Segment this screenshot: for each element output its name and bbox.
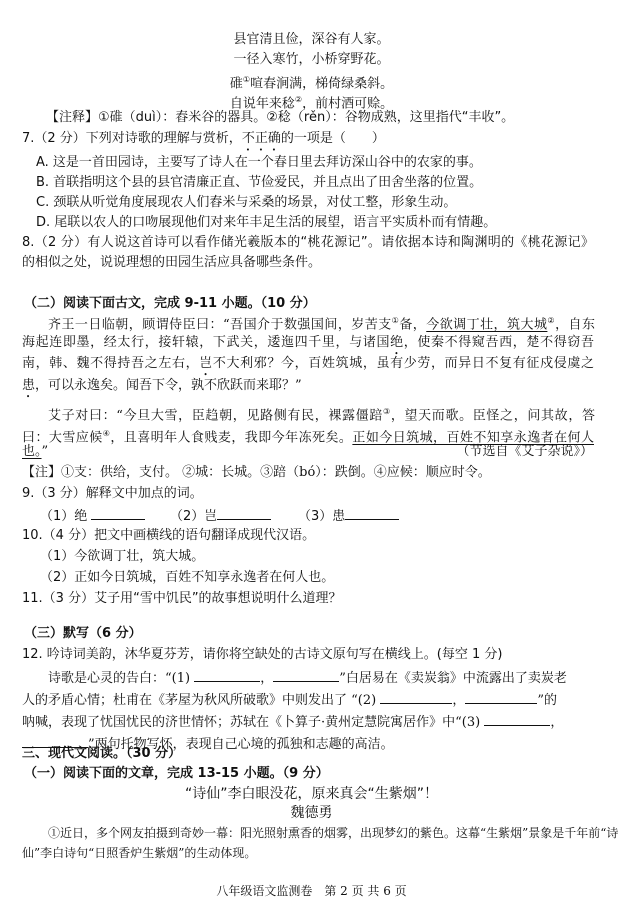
q8-line-1: 8.（2 分）有人说这首诗可以看作储光羲版本的“桃花源记”。请依据本诗和陶渊明的《桃花源记》 bbox=[22, 235, 594, 250]
part3-heading: 三、现代文阅读。（30 分） bbox=[22, 746, 182, 761]
section2-heading: （二）阅读下面古文，完成 9-11 小题。（10 分） bbox=[24, 296, 316, 311]
poem-line-2: 一径入寒竹，小桥穿野花。 bbox=[233, 52, 390, 67]
passage-p1-line-4 bbox=[22, 377, 302, 401]
emphasis-text: 不正确 bbox=[241, 131, 281, 146]
dotted-word: 岂 bbox=[199, 356, 213, 371]
answer-blank[interactable] bbox=[465, 690, 537, 704]
article-p1-line-2: 仙”李白诗句“日照香炉生紫烟”的生动体现。 bbox=[22, 846, 257, 860]
q9-item-1 bbox=[40, 506, 145, 526]
underlined-sentence: 也。 bbox=[22, 444, 42, 459]
text: ”的 bbox=[537, 693, 558, 708]
answer-blank[interactable] bbox=[194, 668, 260, 682]
q12-line-3 bbox=[22, 712, 563, 732]
q11-stem: 11.（3 分）艾子用“雪中饥民”的故事想说明什么道理？ bbox=[22, 591, 342, 606]
poem-note: 【注释】①碓（duì）：舂米谷的器具。②稔（rěn）：谷物成熟，这里指代“丰收”。 bbox=[46, 110, 515, 125]
text: ， bbox=[260, 671, 274, 686]
footnote-marker: ③ bbox=[383, 407, 391, 416]
q10-stem: 10.（4 分）把文中画横线的语句翻译成现代汉语。 bbox=[22, 528, 316, 543]
text: ” bbox=[41, 444, 49, 459]
text: 南，韩、魏不得持吾之左右， bbox=[22, 356, 200, 371]
q7-option-b: B. 首联指明这个县的县官清廉正直、节俭爱民，并且点出了田舍坐落的位置。 bbox=[36, 175, 483, 190]
footnote-marker: ② bbox=[547, 316, 556, 325]
text: ， bbox=[550, 715, 564, 730]
text: 诗歌是心灵的告白：“(1) bbox=[48, 671, 191, 686]
text: 自说年来稔 bbox=[229, 96, 295, 112]
passage-p1-line-3 bbox=[22, 355, 594, 379]
text: ，可以永逸矣。闻吾下令，孰不欣跃而来耶？” bbox=[35, 378, 302, 393]
answer-blank[interactable] bbox=[484, 712, 550, 726]
footnote-marker: ④ bbox=[102, 429, 111, 438]
part3-subheading: （一）阅读下面的文章，完成 13-15 小题。（9 分） bbox=[24, 766, 329, 781]
text: 曰：大雪应候 bbox=[22, 430, 103, 446]
text: 备， bbox=[399, 317, 427, 333]
q9-stem: 9.（3 分）解释文中加点的词。 bbox=[22, 486, 203, 501]
q9-item-2 bbox=[170, 506, 271, 526]
footnote-marker: ① bbox=[391, 316, 400, 325]
passage-source: （节选自《艾子杂说》） bbox=[456, 444, 593, 459]
text: 人的矛盾心情；杜甫在《茅屋为秋风所破歌》中则发出了 “(2) bbox=[22, 693, 377, 708]
text: 喧春涧满，梯倚绿桑斜。 bbox=[250, 76, 394, 92]
text: （3）患 bbox=[298, 509, 346, 524]
passage-note: 【注】①支：供给，支付。 ②城：长城。③踣（bó）：跌倒。④应候：顺应时令。 bbox=[22, 465, 491, 480]
footnote-marker: ② bbox=[294, 95, 303, 104]
q7-option-c: C. 颈联从听觉角度展现农人们舂米与采桑的场景，对仗工整，形象生动。 bbox=[36, 195, 457, 210]
text: ，自东 bbox=[555, 317, 595, 333]
text: ，望天而歌。臣怪之，问其故，答 bbox=[390, 408, 595, 424]
q10-item-2: （2）正如今日筑城，百姓不知享永逸者在何人也。 bbox=[40, 570, 335, 585]
text: ， bbox=[452, 693, 466, 708]
q7-option-d: D. 尾联以农人的口吻展现他们对来年丰足生活的展望，语言平实质朴而有情趣。 bbox=[36, 215, 497, 230]
text: ，前村酒可赊。 bbox=[302, 96, 394, 112]
text: 不大利邪？今，百姓筑城，虽有少劳，而异日不复有征戍侵虞之 bbox=[212, 356, 594, 371]
q8-line-2: 的相似之处，说说理想的田园生活应具备哪些条件。 bbox=[22, 255, 322, 270]
poem-line-3 bbox=[0, 71, 623, 93]
article-title: “诗仙”李白眼没花，原来真会“生紫烟”！ bbox=[184, 786, 438, 802]
answer-blank[interactable] bbox=[273, 668, 339, 682]
answer-blank[interactable] bbox=[91, 506, 145, 520]
text: （2）岂 bbox=[170, 509, 218, 524]
answer-blank[interactable] bbox=[345, 506, 399, 520]
dotted-word: 绝 bbox=[390, 335, 404, 350]
section3-heading: （三）默写（6 分） bbox=[24, 626, 142, 641]
q7-stem bbox=[22, 130, 385, 154]
passage-p2-line-3 bbox=[22, 443, 48, 461]
text: 齐王一日临朝，顾谓侍臣曰：“吾国介于数强国间，岁苦支 bbox=[48, 317, 392, 333]
text: ，使秦不得窥吾西，楚不得窃吾 bbox=[403, 335, 594, 350]
text: 海起连即墨，经太行，接轩辕，下武关，逶迤四千里，与诸国 bbox=[22, 335, 391, 350]
q9-item-3 bbox=[298, 506, 399, 526]
text: 的一项是（ ） bbox=[280, 131, 385, 146]
answer-blank[interactable] bbox=[380, 690, 452, 704]
underlined-sentence: 正如今日筑城，百姓不知享永逸者在何人 bbox=[352, 430, 594, 446]
q12-stem: 12. 吟诗词美韵，沐华夏芬芳，请你将空缺处的古诗文原句写在横线上。(每空 1 分) bbox=[22, 647, 503, 662]
text: 7.（2 分）下列对诗歌的理解与赏析， bbox=[22, 131, 242, 146]
text: ”两句托物写怀，表现自己心境的孤独和志趣的高洁。 bbox=[88, 737, 394, 752]
q7-option-a: A. 这是一首田园诗，主要写了诗人在一个春日里去拜访深山谷中的农家的事。 bbox=[36, 155, 482, 170]
article-author: 魏德勇 bbox=[290, 805, 333, 821]
poem-line-1: 县官清且俭，深谷有人家。 bbox=[233, 32, 390, 47]
q10-item-1: （1）今欲调丁壮，筑大城。 bbox=[40, 549, 205, 564]
text: ”白居易在《卖炭翁》中流露出了卖炭老 bbox=[339, 671, 567, 686]
answer-blank[interactable] bbox=[217, 506, 271, 520]
text: （1）绝 bbox=[40, 509, 88, 524]
dotted-word: 患 bbox=[22, 378, 36, 393]
article-p1-line-1: ①近日，多个网友拍摄到奇妙一幕：阳光照射熏香的烟雾，出现梦幻的紫色。这幕“生紫烟”景象是千年前“诗 bbox=[48, 826, 619, 840]
page-footer: 八年级语文监测卷 第 2 页 共 6 页 bbox=[216, 884, 407, 898]
text: ，且喜明年人食贱麦，我即今年冻死矣。 bbox=[110, 430, 353, 446]
underlined-sentence: 今欲调丁壮，筑大城 bbox=[426, 317, 548, 333]
footnote-marker: ① bbox=[242, 75, 251, 84]
text: 艾子对曰：“今旦大雪，臣趋朝，见路侧有民，裸露僵踣 bbox=[48, 408, 383, 424]
passage-p2-line-1 bbox=[48, 403, 595, 425]
text: 碓 bbox=[229, 76, 243, 92]
text: 呐喊，表现了忧国忧民的济世情怀；苏轼在《卜算子·黄州定慧院寓居作》中“(3) bbox=[22, 715, 481, 730]
q12-line-1 bbox=[48, 668, 567, 688]
q12-line-2 bbox=[22, 690, 557, 710]
passage-p1-line-1 bbox=[48, 312, 595, 334]
